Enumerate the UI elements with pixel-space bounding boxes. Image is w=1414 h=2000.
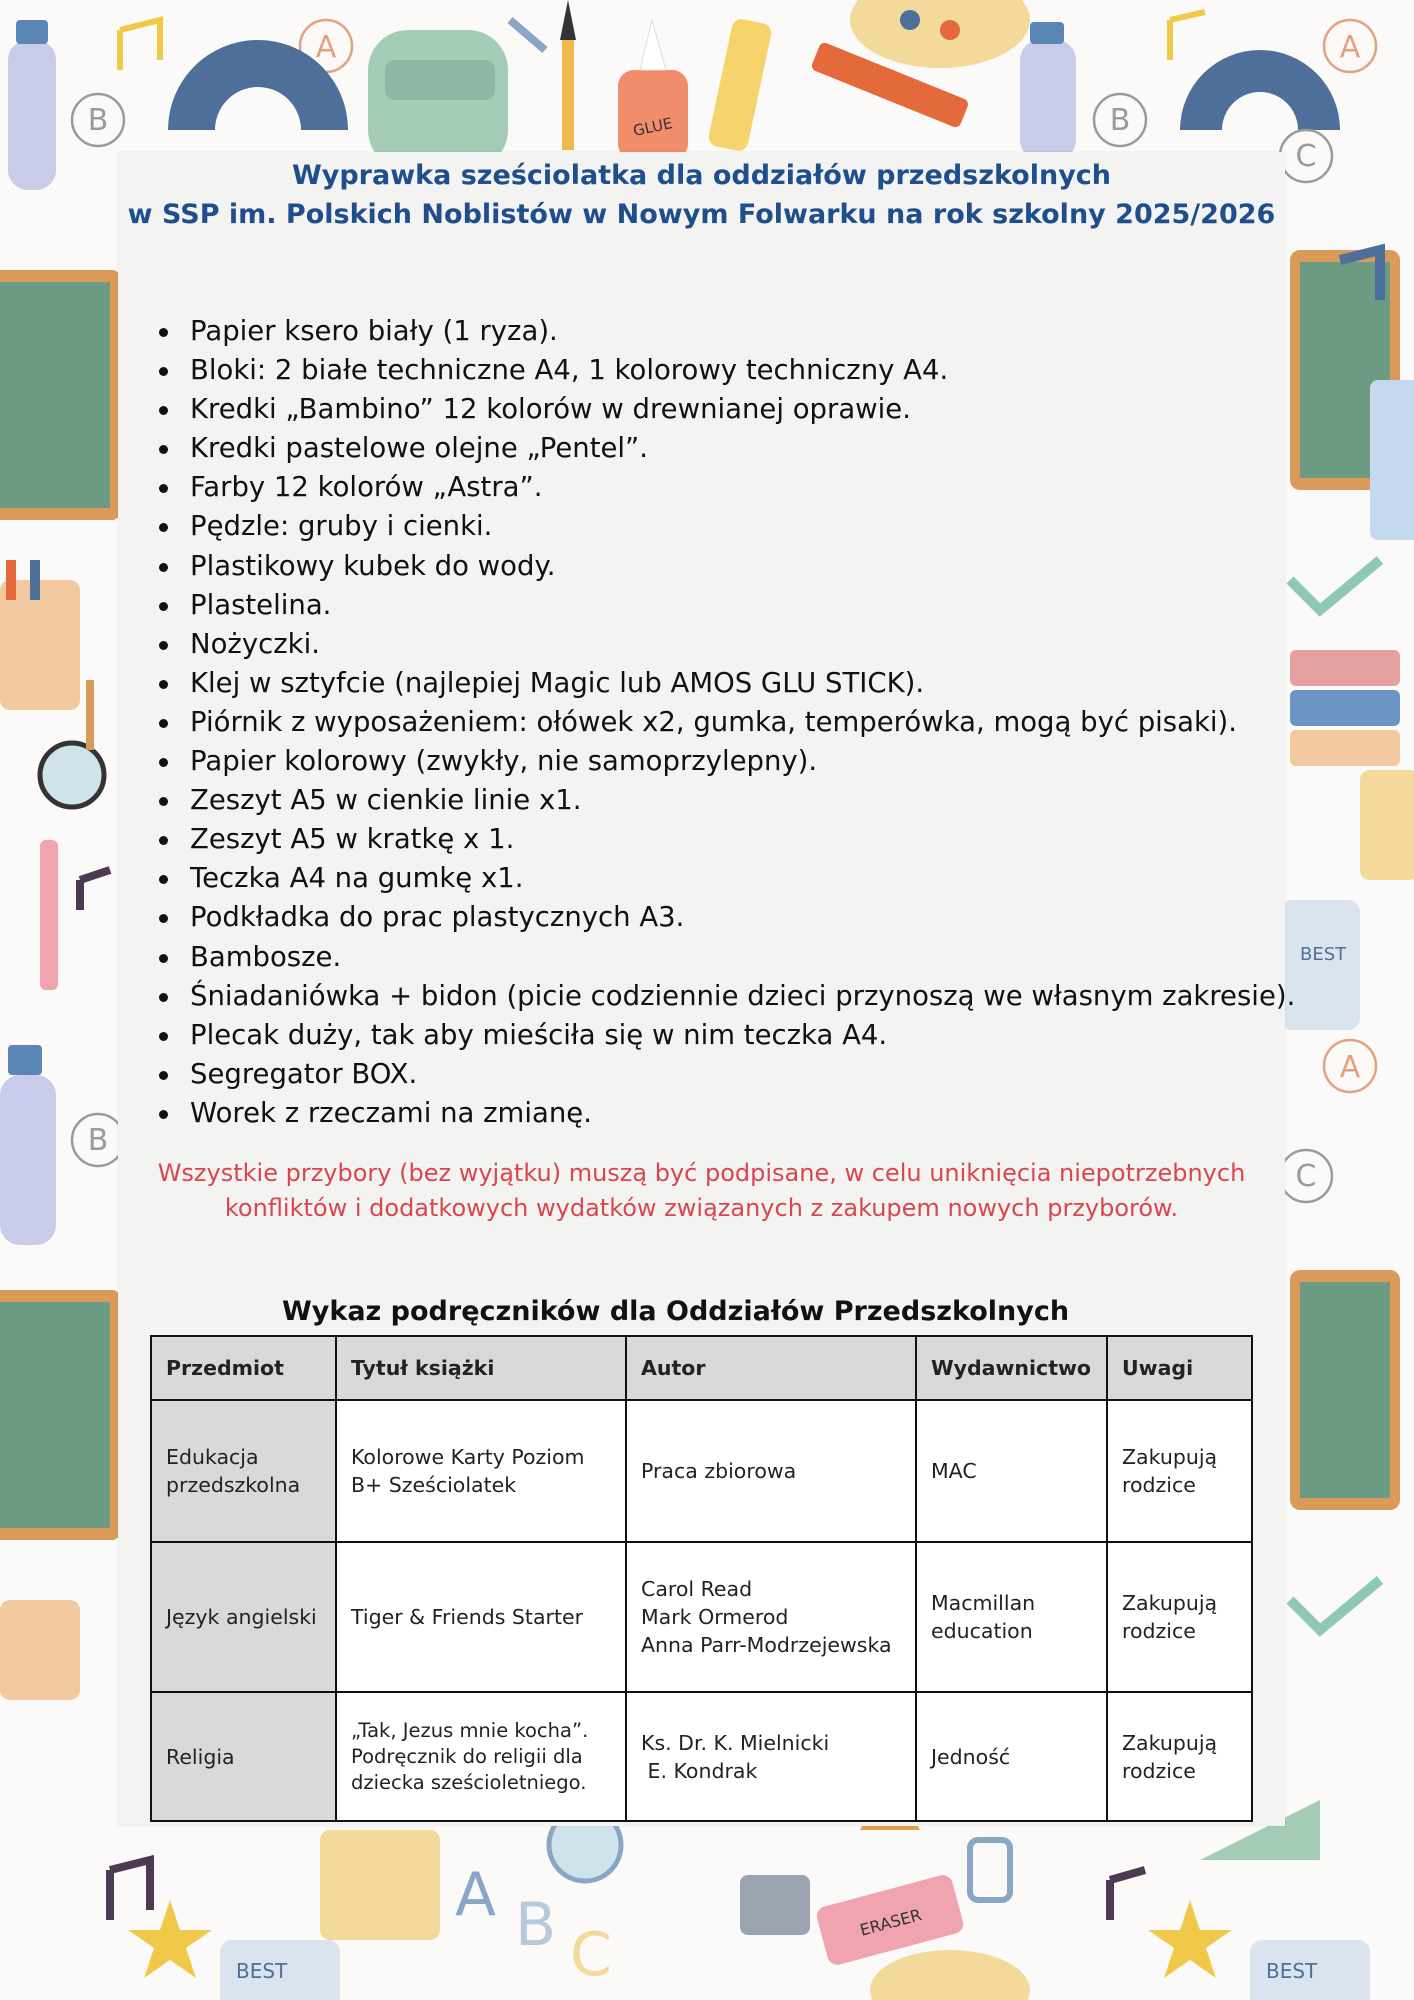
- cell-text: Podręcznik do religii dla: [351, 1744, 583, 1768]
- note-line-1: Wszystkie przybory (bez wyjątku) muszą być podpisane, w celu uniknięcia niepotrzebnych: [157, 1159, 1246, 1187]
- cell-publisher: [916, 1692, 1107, 1821]
- page-title-line-1: Wyprawka sześciolatka dla oddziałów przedszkolnych: [291, 160, 1112, 191]
- cell-author: [626, 1400, 916, 1542]
- cell-text: B+ Sześciolatek: [351, 1473, 517, 1497]
- pencil-cup-icon: [0, 560, 80, 710]
- list-item: Papier kolorowy (zwykły, nie samoprzylepny).: [190, 742, 1310, 781]
- cell-text: rodzice: [1122, 1619, 1196, 1643]
- list-item: Podkładka do prac plastycznych A3.: [190, 898, 1310, 937]
- page-title-line-2: w SSP im. Polskich Noblistów w Nowym Folwarku na rok szkolny 2025/2026: [127, 199, 1276, 230]
- cell-text: rodzice: [1122, 1758, 1196, 1783]
- chalkboard-icon-2: [0, 1290, 120, 1540]
- cell-text: Jedność: [931, 1744, 1011, 1769]
- column-header-title: Tytuł książki: [336, 1336, 626, 1400]
- list-item: Segregator BOX.: [190, 1055, 1310, 1094]
- calculator-icon: [1360, 770, 1414, 880]
- cell-subject: [151, 1400, 336, 1542]
- svg-text:BEST: BEST: [1300, 944, 1347, 965]
- svg-text:GLUE: GLUE: [631, 114, 675, 140]
- list-item: Śniadaniówka + bidon (picie codziennie dzieci przynoszą we własnym zakresie).: [190, 977, 1310, 1016]
- textbooks-table: [150, 1335, 1253, 1822]
- svg-text:A: A: [1339, 1050, 1361, 1085]
- cell-text: Religia: [166, 1744, 235, 1769]
- cell-text: dziecka sześcioletniego.: [351, 1770, 587, 1794]
- svg-text:C: C: [570, 1920, 612, 1990]
- cell-text: „Tak, Jezus mnie kocha”.: [351, 1718, 589, 1742]
- cell-text: Zakupują: [1122, 1730, 1218, 1755]
- cell-subject: [151, 1542, 336, 1692]
- pencil-icon: [40, 840, 58, 990]
- table-row: [151, 1400, 1252, 1542]
- list-item: Zeszyt A5 w kratkę x 1.: [190, 820, 1310, 859]
- cell-text: Mark Ormerod: [641, 1605, 789, 1629]
- list-item: Kredki pastelowe olejne „Pentel”.: [190, 429, 1310, 468]
- list-item: Papier ksero biały (1 ryza).: [190, 312, 1310, 351]
- column-header-subject: Przedmiot: [151, 1336, 336, 1400]
- list-item: Bambosze.: [190, 938, 1310, 977]
- signature-note: [118, 1156, 1285, 1226]
- svg-text:C: C: [1295, 1159, 1317, 1194]
- cell-text: rodzice: [1122, 1473, 1196, 1497]
- textbooks-heading: Wykaz podręczników dla Oddziałów Przedszkolnych: [282, 1296, 1070, 1327]
- notebook-icon: [1370, 380, 1414, 540]
- cell-text: Praca zbiorowa: [641, 1459, 797, 1483]
- cell-text: Macmillan: [931, 1591, 1036, 1615]
- cell-text: Anna Parr-Modrzejewska: [641, 1633, 892, 1657]
- calculator-icon-2: [320, 1830, 440, 1940]
- cell-subject: [151, 1692, 336, 1821]
- pencil-cup-icon-2: [0, 1600, 80, 1700]
- list-item: Plastelina.: [190, 586, 1310, 625]
- list-item: Plastikowy kubek do wody.: [190, 547, 1310, 586]
- list-item: Bloki: 2 białe techniczne A4, 1 kolorowy techniczny A4.: [190, 351, 1310, 390]
- cell-title: [336, 1400, 626, 1542]
- list-item: Teczka A4 na gumkę x1.: [190, 859, 1310, 898]
- cell-text: MAC: [931, 1459, 977, 1483]
- svg-text:B: B: [515, 1890, 557, 1960]
- cell-publisher: [916, 1400, 1107, 1542]
- list-item: Worek z rzeczami na zmianę.: [190, 1094, 1310, 1133]
- book-icon-2: [1290, 1270, 1400, 1510]
- cell-text: Ks. Dr. K. Mielnicki: [641, 1730, 830, 1755]
- list-item: Nożyczki.: [190, 625, 1310, 664]
- cell-notes: [1107, 1400, 1252, 1542]
- svg-text:A: A: [315, 30, 337, 65]
- cell-text: przedszkolna: [166, 1473, 301, 1497]
- cell-text: Język angielski: [166, 1605, 317, 1629]
- table-row: [151, 1692, 1252, 1821]
- chalkboard-icon: [0, 270, 120, 520]
- cell-text: Tiger & Friends Starter: [351, 1605, 584, 1629]
- cell-text: education: [931, 1619, 1033, 1643]
- svg-text:BEST: BEST: [236, 1959, 288, 1983]
- cell-text: Edukacja: [166, 1445, 259, 1469]
- supplies-list: [152, 312, 1310, 1133]
- svg-text:BEST: BEST: [1266, 1959, 1318, 1983]
- table-header-row: [151, 1336, 1252, 1400]
- list-item: Zeszyt A5 w cienkie linie x1.: [190, 781, 1310, 820]
- cell-text: Zakupują: [1122, 1591, 1218, 1615]
- mug-icon-2: [220, 1940, 340, 2000]
- cell-title: [336, 1542, 626, 1692]
- cell-author: [626, 1692, 916, 1821]
- svg-text:ERASER: ERASER: [857, 1905, 924, 1940]
- page-title: [118, 156, 1285, 234]
- list-item: Piórnik z wyposażeniem: ołówek x2, gumka, temperówka, mogą być pisaki).: [190, 703, 1310, 742]
- cell-title: [336, 1692, 626, 1821]
- backpack-icon: [368, 30, 508, 170]
- svg-text:B: B: [87, 1123, 109, 1158]
- list-item: Pędzle: gruby i cienki.: [190, 507, 1310, 546]
- list-item: Klej w sztyfcie (najlepiej Magic lub AMOS GLU STICK).: [190, 664, 1310, 703]
- column-header-author: Autor: [626, 1336, 916, 1400]
- cell-text: E. Kondrak: [641, 1758, 758, 1783]
- column-header-notes: Uwagi: [1107, 1336, 1252, 1400]
- cell-author: [626, 1542, 916, 1692]
- cell-notes: [1107, 1542, 1252, 1692]
- cell-text: Carol Read: [641, 1577, 753, 1601]
- svg-text:C: C: [1295, 139, 1317, 174]
- cell-text: Kolorowe Karty Poziom: [351, 1445, 585, 1469]
- note-line-2: konfliktów i dodatkowych wydatków związanych z zakupem nowych przyborów.: [224, 1194, 1179, 1222]
- sharpener-icon: [740, 1875, 810, 1935]
- column-header-publisher: Wydawnictwo: [916, 1336, 1107, 1400]
- list-item: Plecak duży, tak aby mieściła się w nim teczka A4.: [190, 1016, 1310, 1055]
- svg-text:B: B: [1109, 103, 1131, 138]
- mug-icon-3: [1250, 1940, 1370, 2000]
- svg-text:B: B: [87, 103, 109, 138]
- svg-text:A: A: [1339, 30, 1361, 65]
- table-row: [151, 1542, 1252, 1692]
- svg-text:A: A: [455, 1860, 497, 1930]
- cell-publisher: [916, 1542, 1107, 1692]
- cell-notes: [1107, 1692, 1252, 1821]
- water-bottle-icon: [8, 20, 56, 190]
- list-item: Farby 12 kolorów „Astra”.: [190, 468, 1310, 507]
- cell-text: Zakupują: [1122, 1445, 1218, 1469]
- list-item: Kredki „Bambino” 12 kolorów w drewnianej oprawie.: [190, 390, 1310, 429]
